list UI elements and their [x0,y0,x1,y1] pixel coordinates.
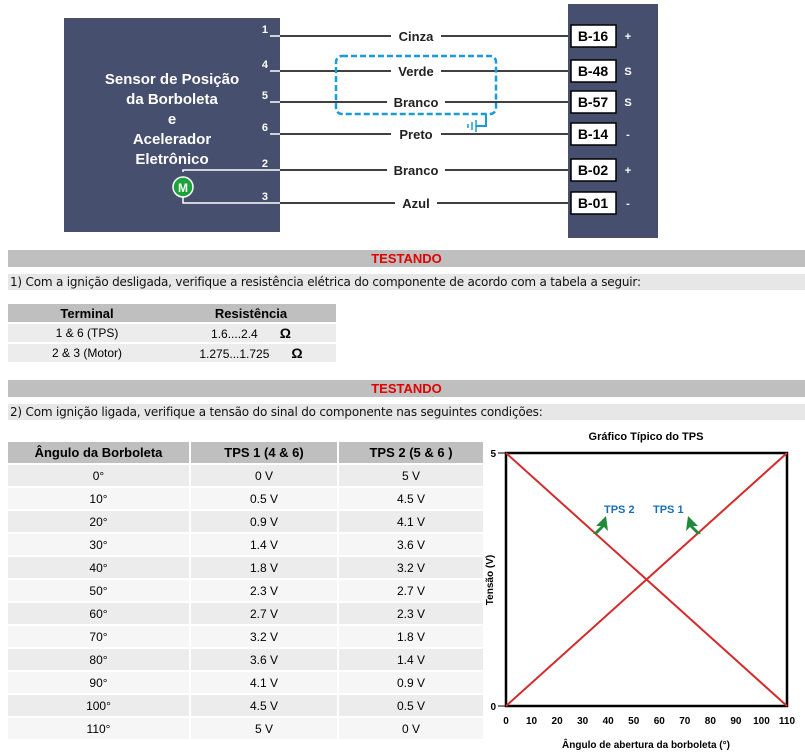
angle-cell: 50° [8,579,190,602]
wire-color-label: Branco [393,163,439,178]
resistance-cell [166,323,336,343]
wire-color-label: Preto [399,127,433,142]
col-tps2: TPS 2 (5 & 6 ) [338,442,484,464]
tps1-cell: 0.5 V [190,487,338,510]
x-tick-label: 40 [602,716,614,727]
tps1-cell: 1.4 V [190,533,338,556]
table-row [8,533,484,556]
table-row [8,717,484,740]
polarity-label: + [624,31,632,43]
table-row [8,602,484,625]
table-row [8,464,484,487]
connector-pin-label: B-16 [577,28,609,44]
ohm-icon: Ω [291,345,303,361]
tps2-cell: 1.8 V [338,625,484,648]
table-row [8,625,484,648]
tps2-cell: 3.2 V [338,556,484,579]
x-tick-label: 10 [525,716,538,727]
x-tick-label: 0 [503,716,509,727]
connector-pin-label: B-14 [577,126,609,142]
angle-cell: 110° [8,717,190,740]
voltage-table [8,442,485,741]
tps2-cell: 2.3 V [338,602,484,625]
wire-color-label: Branco [393,95,439,110]
tps2-cell: 4.1 V [338,510,484,533]
table-row [8,694,484,717]
polarity-label: S [624,97,632,109]
y-tick-label: 5 [490,449,496,460]
col-terminal: Terminal [8,304,166,323]
tps2-cell: 3.6 V [338,533,484,556]
table-row [8,323,336,343]
angle-cell: 30° [8,533,190,556]
polarity-label: - [626,198,630,210]
y-axis-label: Tensão (V) [485,554,496,606]
x-tick-label: 30 [577,716,589,727]
tps-chart [480,428,805,756]
pin-number: 4 [261,59,268,71]
x-tick-label: 20 [551,716,563,727]
resistance-value: 1.6....2.4 [211,327,258,341]
col-angle: Ângulo da Borboleta [8,442,190,464]
x-tick-label: 60 [653,716,665,727]
table-row [8,648,484,671]
tps1-cell: 2.3 V [190,579,338,602]
tps1-cell: 0 V [190,464,338,487]
sensor-label-line-5: Eletrônico [135,151,209,168]
wire-color-label: Cinza [398,29,434,44]
table-row [8,510,484,533]
tps1-cell: 3.2 V [190,625,338,648]
x-tick-label: 90 [730,716,742,727]
x-tick-label: 100 [753,716,770,727]
pin-number: 2 [261,158,268,170]
tps2-cell: 1.4 V [338,648,484,671]
tps2-cell: 0.9 V [338,671,484,694]
ohm-icon: Ω [279,325,291,341]
tps2-cell: 2.7 V [338,579,484,602]
tps2-cell: 0 V [338,717,484,740]
polarity-label: + [624,165,632,177]
ground-icon [468,120,476,132]
tps1-cell: 4.1 V [190,671,338,694]
table-row [8,579,484,602]
angle-cell: 60° [8,602,190,625]
tps1-cell: 1.8 V [190,556,338,579]
test2-header: TESTANDO [8,380,805,397]
col-resistance: Resistência [166,304,336,323]
angle-cell: 10° [8,487,190,510]
sensor-label-line-1: Sensor de Posição [104,71,240,88]
tps1-label: TPS 1 [653,504,684,516]
x-axis-label: Ângulo de abertura da borboleta (°) [562,740,730,751]
resistance-table [8,304,336,364]
table-row [8,487,484,510]
test1-instruction: 1) Com a ignição desligada, verifique a resistência elétrica do componente de acordo com a tabela a seguir: [8,274,805,290]
angle-cell: 40° [8,556,190,579]
tps1-cell: 3.6 V [190,648,338,671]
test2-instruction: 2) Com ignição ligada, verifique a tensão do sinal do componente nas seguintes condições: [8,404,805,420]
polarity-label: - [626,129,630,141]
connector-pin-label: B-57 [577,94,609,110]
tps1-cell: 2.7 V [190,602,338,625]
shield-ground-wire [476,114,486,126]
terminal-cell: 2 & 3 (Motor) [8,343,166,363]
angle-cell: 0° [8,464,190,487]
connector-pin-label: B-48 [577,63,609,79]
table-row [8,556,484,579]
pin-number: 3 [261,191,268,203]
motor-icon-letter: M [178,181,188,195]
pin-number: 1 [261,24,268,36]
wiring-diagram [0,0,805,240]
tps1-cell: 0.9 V [190,510,338,533]
tps1-cell: 5 V [190,717,338,740]
angle-cell: 80° [8,648,190,671]
wire-color-label: Verde [398,64,434,79]
pin-number: 5 [261,90,268,102]
polarity-label: S [624,66,632,78]
angle-cell: 90° [8,671,190,694]
x-tick-label: 80 [704,716,716,727]
test1-header: TESTANDO [8,250,805,267]
sensor-label-line-4: Acelerador [132,131,212,148]
sensor-label-line-2: da Borboleta [126,91,218,108]
y-tick-label: 0 [490,702,496,713]
terminal-cell: 1 & 6 (TPS) [8,323,166,343]
table-row [8,343,336,363]
chart-title: Gráfico Típico do TPS [588,431,704,443]
tps2-cell: 5 V [338,464,484,487]
tps1-cell: 4.5 V [190,694,338,717]
tps2-cell: 0.5 V [338,694,484,717]
x-tick-label: 110 [778,716,796,727]
connector-pin-label: B-02 [577,162,609,178]
tps2-cell: 4.5 V [338,487,484,510]
pin-number: 6 [261,122,268,134]
angle-cell: 70° [8,625,190,648]
connector-pin-label: B-01 [577,195,609,211]
table-row [8,671,484,694]
sensor-label-line-3: e [167,111,177,128]
resistance-cell [166,343,336,363]
wire-color-label: Azul [402,196,430,211]
x-tick-label: 70 [679,716,691,727]
tps2-label: TPS 2 [604,504,635,516]
angle-cell: 100° [8,694,190,717]
col-tps1: TPS 1 (4 & 6) [190,442,338,464]
resistance-value: 1.275...1.725 [199,347,270,361]
angle-cell: 20° [8,510,190,533]
x-tick-label: 50 [628,716,640,727]
